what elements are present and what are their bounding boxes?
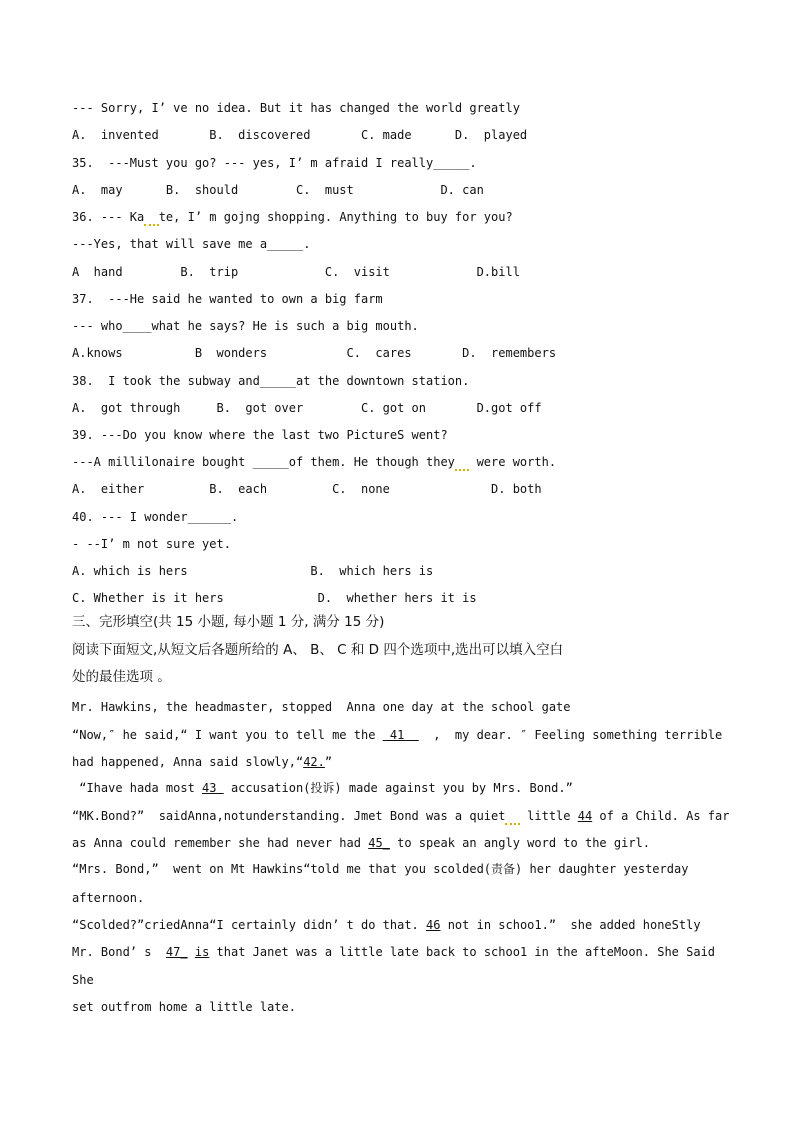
passage-line bbox=[72, 944, 715, 960]
q35-question: 35. ---Must you go? --- yes, I’ m afraid I really_____. bbox=[72, 156, 477, 170]
passage-line bbox=[72, 780, 573, 796]
passage-line: Mr. Hawkins, the headmaster, stopped Anna one day at the school gate bbox=[72, 700, 571, 714]
q40-question: 40. --- I wonder______. bbox=[72, 510, 239, 524]
section-instruction: 阅读下面短文,从短文后各题所给的 A、 B、 C 和 D 四个选项中,选出可以填入空白 bbox=[72, 642, 564, 658]
q39-reply bbox=[72, 454, 556, 470]
blank-43: 43 bbox=[202, 781, 224, 795]
q37-reply: --- who____what he says? He is such a big mouth. bbox=[72, 319, 419, 333]
q38-options: A. got through B. got over C. got on D.got off bbox=[72, 401, 542, 415]
q34-options: A. invented B. discovered C. made D. played bbox=[72, 128, 528, 142]
passage-text: to speak an angly word to the girl. bbox=[389, 836, 650, 850]
passage-line: afternoon. bbox=[72, 891, 145, 905]
passage-line bbox=[72, 917, 701, 933]
passage-text: not in schoo1.” she added honeStly bbox=[440, 918, 701, 932]
passage-text: ” bbox=[324, 755, 333, 769]
blank-41: 41 bbox=[382, 728, 419, 742]
q36-reply: ---Yes, that will save me a_____. bbox=[72, 237, 311, 251]
passage-line: set outfrom home a little late. bbox=[72, 1000, 296, 1014]
passage-text: “Ihave hada most bbox=[72, 781, 203, 795]
passage-line: “Mrs. Bond,” went on Mt Hawkins“told me that you scolded(责备) her daughter yesterday bbox=[72, 862, 689, 876]
q36-text-part2: te, I’ m gojng shopping. Anything to buy for you? bbox=[158, 210, 513, 224]
q34-answer-line: --- Sorry, I’ ve no idea. But it has changed the world greatly bbox=[72, 101, 520, 115]
spellcheck-mark bbox=[505, 809, 519, 825]
passage-text: “MK.Bond?” saidAnna,notunderstanding. Jmet Bond was a quiet bbox=[72, 809, 506, 823]
q36-options: A hand B. trip C. visit D.bill bbox=[72, 265, 520, 279]
passage-text bbox=[188, 945, 195, 959]
passage-text: as Anna could remember she had never had bbox=[72, 836, 369, 850]
q37-question: 37. ---He said he wanted to own a big farm bbox=[72, 292, 383, 306]
passage-line bbox=[72, 727, 722, 743]
passage-text: accusation(投诉) made against you by Mrs. Bond.” bbox=[223, 781, 573, 795]
q39-question: 39. ---Do you know where the last two PictureS went? bbox=[72, 428, 448, 442]
q36-question bbox=[72, 209, 513, 225]
blank-45: 45_ bbox=[368, 836, 390, 850]
q35-options: A. may B. should C. must D. can bbox=[72, 183, 484, 197]
underlined-word: is bbox=[194, 945, 210, 959]
passage-text: little bbox=[519, 809, 578, 823]
section-instruction-cont: 处的最佳选项 。 bbox=[72, 669, 171, 685]
passage-line bbox=[72, 835, 650, 851]
q40-reply: - --I’ m not sure yet. bbox=[72, 537, 231, 551]
q39-reply-part2: were worth. bbox=[469, 455, 557, 469]
passage-line bbox=[72, 754, 332, 770]
q39-reply-part1: ---A millilonaire bought _____of them. He though they bbox=[72, 455, 455, 469]
passage-text: , my dear. ″ Feeling something terrible bbox=[418, 728, 723, 742]
q37-options: A.knows B wonders C. cares D. remembers bbox=[72, 346, 557, 360]
passage-line: She bbox=[72, 973, 94, 987]
passage-text: had happened, Anna said slowly,“ bbox=[72, 755, 304, 769]
spellcheck-mark bbox=[144, 210, 158, 226]
passage-text: “Scolded?”criedAnna“I certainly didn’ t do that. bbox=[72, 918, 427, 932]
blank-44: 44 bbox=[577, 809, 593, 823]
blank-46: 46 bbox=[426, 918, 441, 932]
passage-line bbox=[72, 808, 729, 824]
passage-text: “Now,″ he said,“ I want you to tell me the bbox=[72, 728, 383, 742]
q39-options: A. either B. each C. none D. both bbox=[72, 482, 542, 496]
passage-text: that Janet was a little late back to schoo1 in the afteMoon. She Said bbox=[209, 945, 716, 959]
q38-question: 38. I took the subway and_____at the downtown station. bbox=[72, 374, 470, 388]
q36-text-part1: 36. --- Ka bbox=[72, 210, 145, 224]
q40-options-ab: A. which is hers B. which hers is bbox=[72, 564, 434, 578]
q40-options-cd: C. Whether is it hers D. whether hers it is bbox=[72, 591, 477, 605]
passage-text: Mr. Bond’ s bbox=[72, 945, 166, 959]
passage-text: of a Child. As far bbox=[592, 809, 730, 823]
spellcheck-mark bbox=[455, 455, 469, 471]
section-heading: 三、完形填空(共 15 小题, 每小题 1 分, 满分 15 分) bbox=[72, 614, 385, 630]
blank-47: 47_ bbox=[165, 945, 188, 959]
blank-42: 42. bbox=[303, 755, 325, 769]
